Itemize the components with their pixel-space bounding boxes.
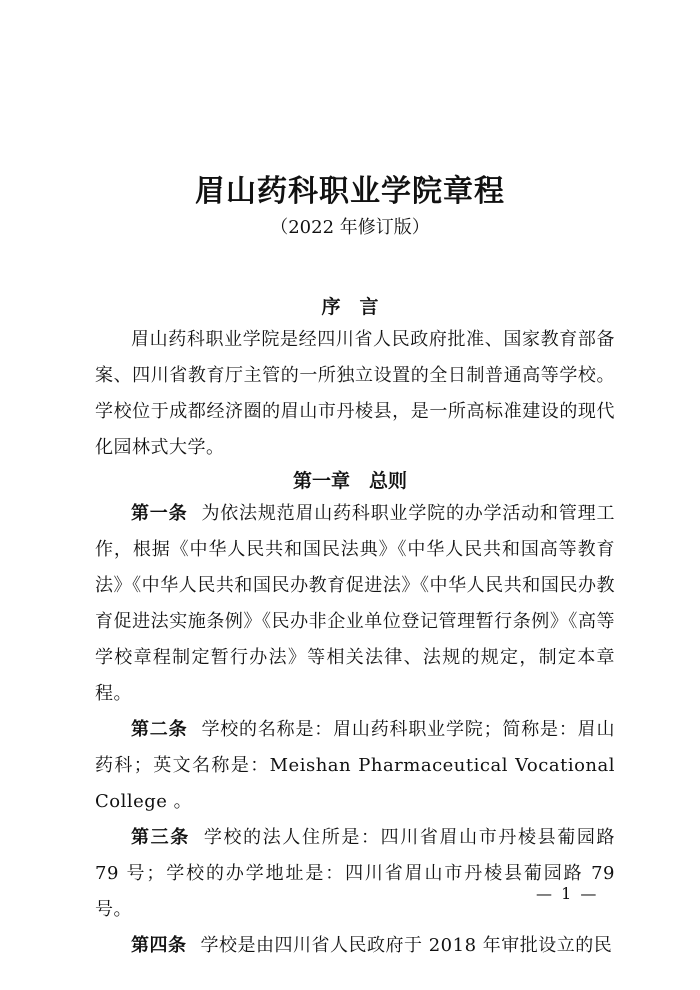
article-text: 学校的法人住所是：四川省眉山市丹棱县葡园路 79 号；学校的办学地址是：四川省眉山市丹棱县葡园路 79 号。 (95, 827, 616, 920)
preface-paragraph: 眉山药科职业学院是经四川省人民政府批准、国家教育部备案、四川省教育厅主管的一所独立设置的全日制普通高等学校。学校位于成都经济圈的眉山市丹棱县，是一所高标准建设的现代化园林式大学。 (95, 329, 615, 458)
chapter-heading: 第一章 总则 (292, 470, 407, 492)
preface-section (95, 322, 615, 466)
article-text: 学校是由四川省人民政府于 2018 年审批设立的民 (200, 935, 613, 956)
article-text: 为依法规范眉山药科职业学院的办学活动和管理工作，根据《中华人民共和国民法典》《中华人民共和国高等教育法》《中华人民共和国民办教育促进法》《中华人民共和国民办教育促进法实施条例》《民办非企业单位登记管理暂行条例》《高等学校章程制定暂行办法》等相关法律、法规的规定，制定本章程。 (95, 503, 615, 704)
document-title: 眉山药科职业学院章程 (195, 174, 505, 209)
article-label: 第三条 (131, 827, 190, 848)
article-3 (95, 820, 615, 928)
article-4 (95, 928, 615, 964)
article-label: 第一条 (131, 503, 188, 524)
page-number: — 1 — (536, 884, 599, 903)
article-label: 第四条 (131, 935, 187, 956)
article-text: 学校的名称是：眉山药科职业学院；简称是：眉山药科；英文名称是：Meishan Pharmaceutical Vocational College 。 (95, 719, 615, 812)
document-edition: （2022 年修订版） (270, 217, 430, 238)
article-2 (95, 712, 615, 820)
article-1 (95, 496, 615, 712)
article-label: 第二条 (131, 719, 188, 740)
preface-heading: 序 言 (321, 296, 379, 318)
